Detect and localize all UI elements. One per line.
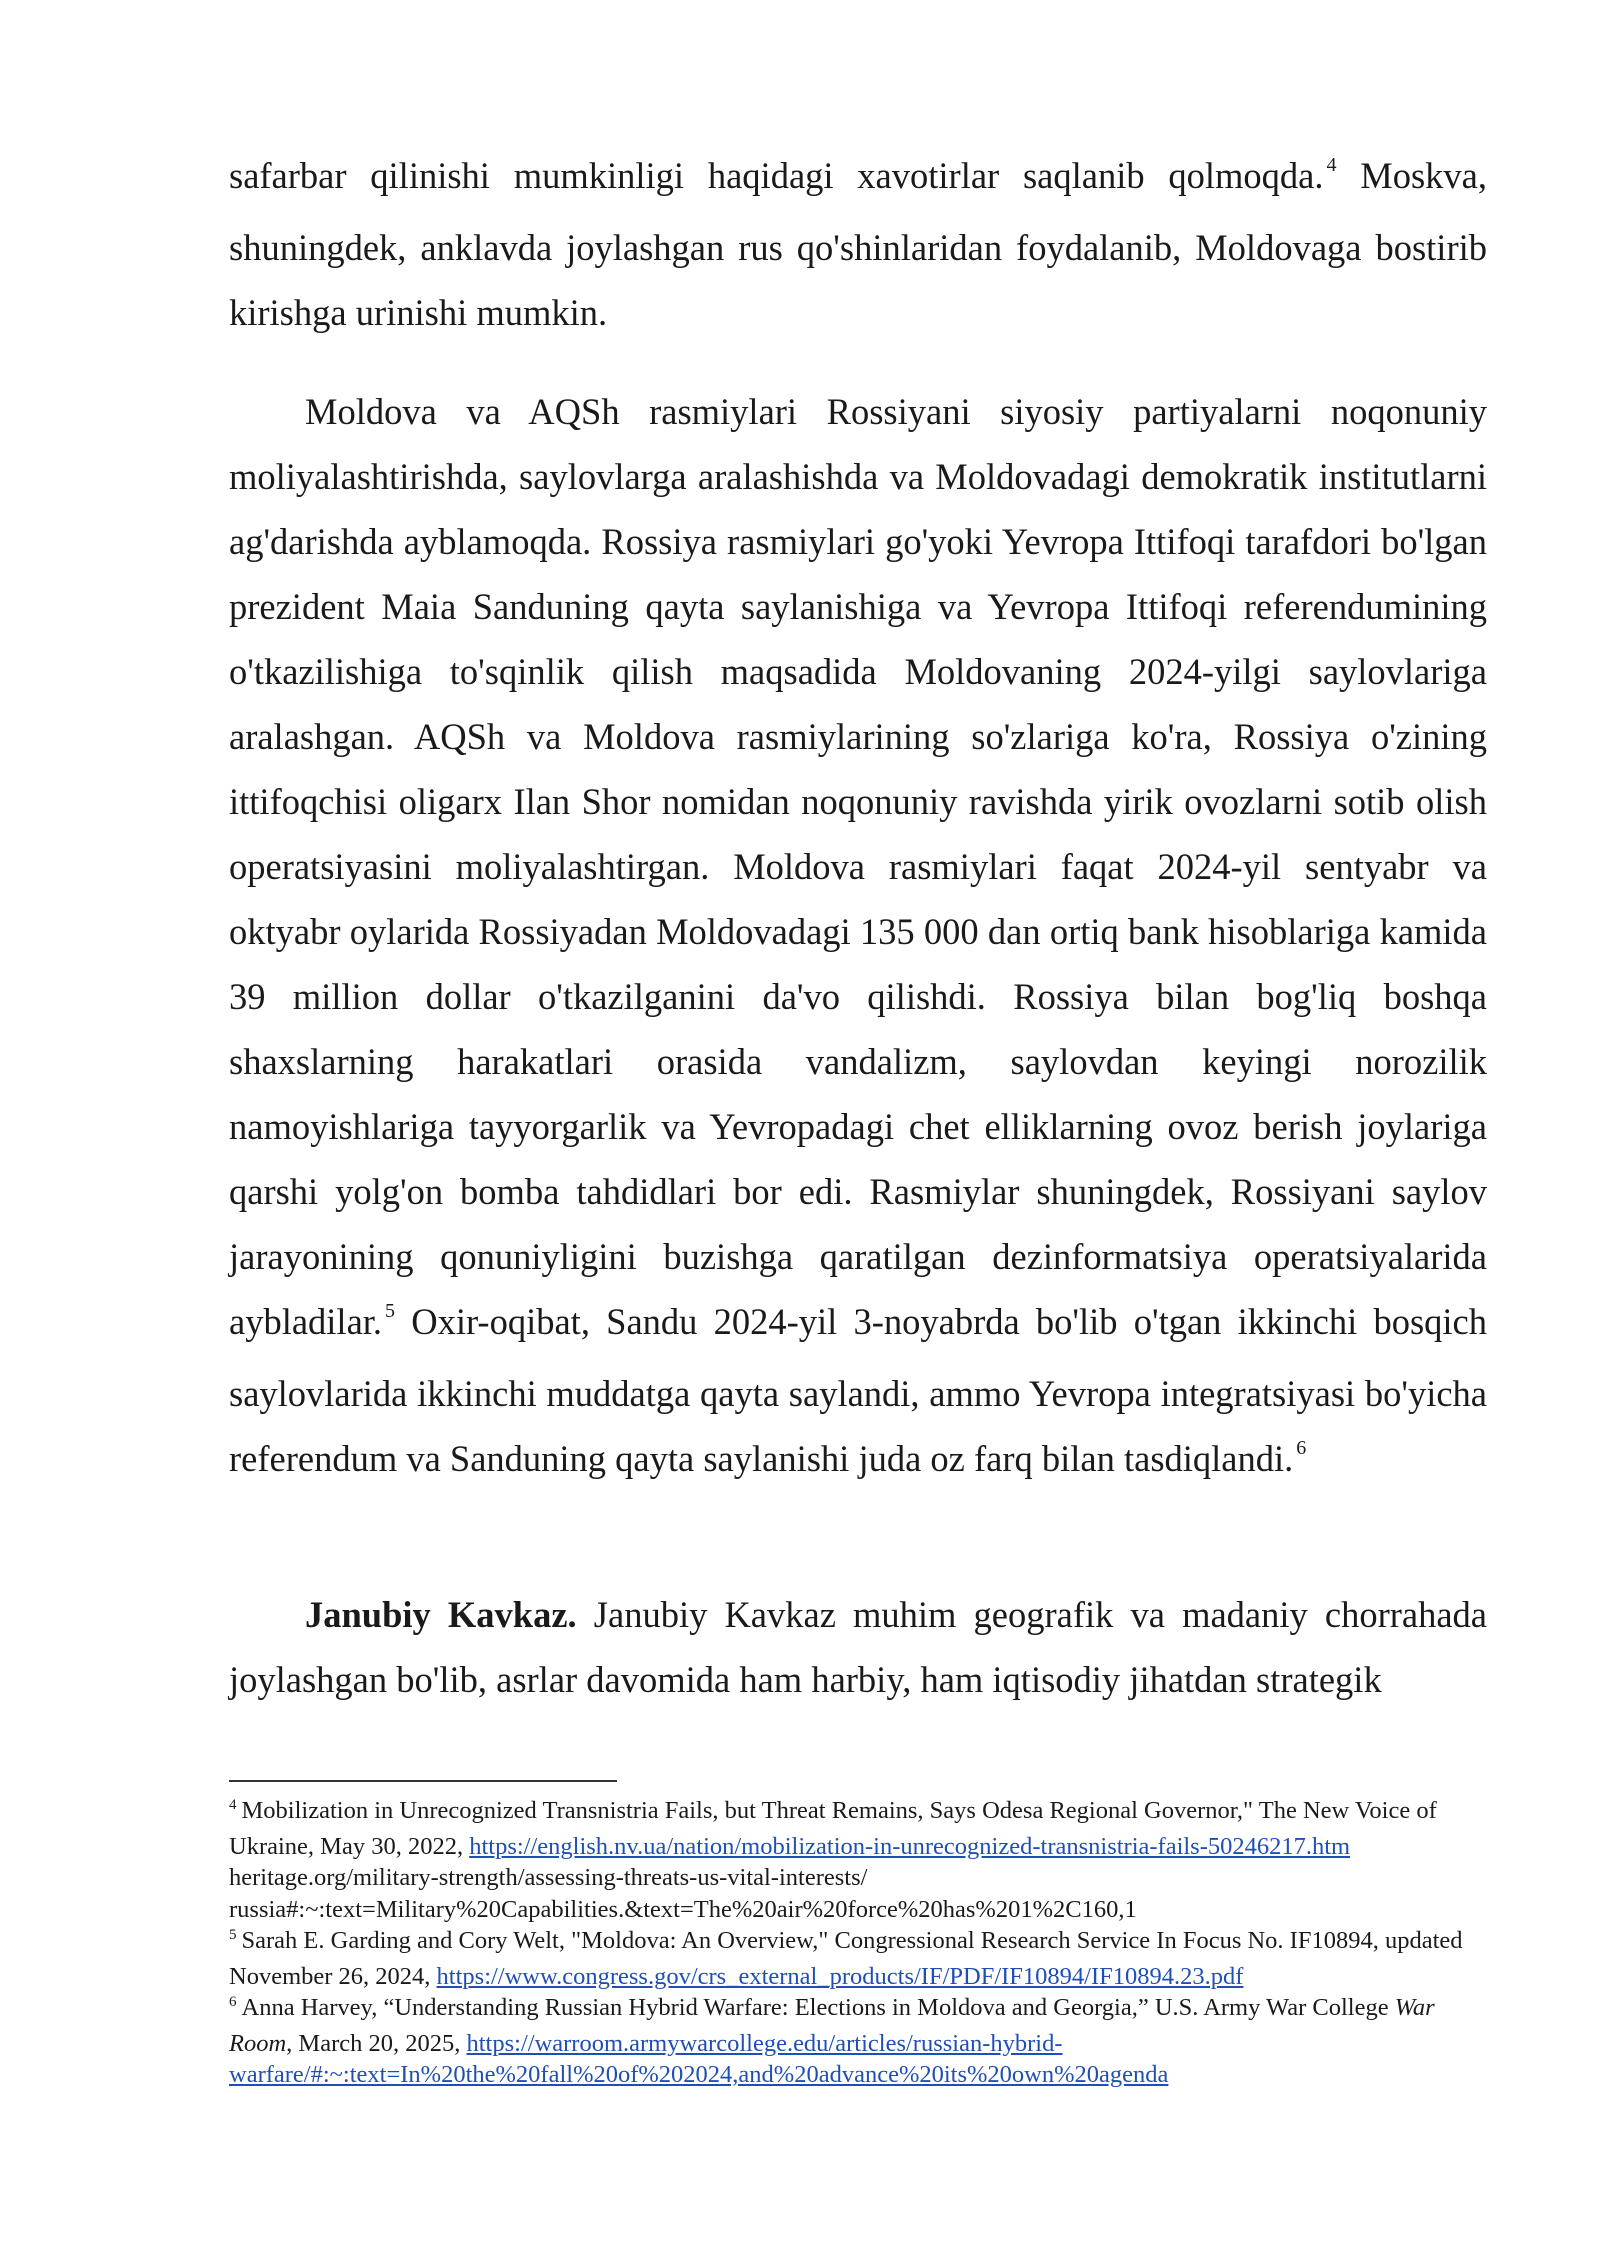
- body-paragraph-1: [229, 143, 1487, 345]
- body-paragraph-2: [229, 379, 1487, 1498]
- footnote-link[interactable]: https://www.congress.gov/crs_external_products/IF/PDF/IF10894/IF10894.23.pdf: [436, 1962, 1244, 1990]
- paragraph-text: Oxir-oqibat, Sandu 2024-yil 3-noyabrda bo'lib o'tgan ikkinchi bosqich saylovlarida ikkinchi muddatga qayta saylandi, ammo Yevropa integratsiyasi bo'yicha referendum va Sanduning qayta saylanishi juda oz farq bilan tasdiqlandi.: [229, 1301, 1487, 1479]
- footnote-separator: [229, 1780, 617, 1782]
- footnote-4: [229, 1795, 1487, 1925]
- footnote-link[interactable]: https://english.nv.ua/nation/mobilization-in-unrecognized-transnistria-fails-50246217.htm: [469, 1832, 1351, 1860]
- body-paragraph-3: [229, 1582, 1487, 1712]
- footnotes: [229, 1795, 1487, 2091]
- footnote-link[interactable]: https://warroom.armywarcollege.edu/articles/russian-hybrid-warfare/#:~:text=In%20the%20fall%20of%202024,and%20advance%20its%20own%20agenda: [229, 2029, 1169, 2088]
- footnote-reference-6[interactable]: 6: [1296, 1437, 1307, 1459]
- footnote-text: Sarah E. Garding and Cory Welt, "Moldova: An Overview," Congressional Research Service In Focus No. IF10894, updated November 26, 2024,: [229, 1927, 1463, 1990]
- footnote-number: 4: [229, 1797, 237, 1813]
- footnote-5: [229, 1925, 1487, 1992]
- footnote-reference-4[interactable]: 4: [1326, 154, 1337, 176]
- footnote-reference-5[interactable]: 5: [385, 1300, 396, 1322]
- footnote-number: 5: [229, 1927, 237, 1943]
- footnote-text: Anna Harvey, “Understanding Russian Hybrid Warfare: Elections in Moldova and Georgia,” U.S. Army War College: [241, 1994, 1395, 2021]
- paragraph-text: safarbar qilinishi mumkinligi haqidagi xavotirlar saqlanib qolmoqda.: [229, 155, 1324, 196]
- footnote-number: 6: [229, 1994, 237, 2010]
- paragraph-text: Moldova va AQSh rasmiylari Rossiyani siyosiy partiyalarni noqonuniy moliyalashtirishda, saylovlarga aralashishda va Moldovadagi demokratik institutlarni ag'darishda ayblamoqda. Rossiya rasmiylari go'yoki Yevropa Ittifoqi tarafdori bo'lgan prezident Maia Sanduning qayta saylanishiga va Yevropa Ittifoqi referendumining o'tkazilishiga to'sqinlik qilish maqsadida Moldovaning 2024-yilgi saylovlariga aralashgan. AQSh va Moldova rasmiylarining so'zlariga ko'ra, Rossiya o'zining ittifoqchisi oligarx Ilan Shor nomidan noqonuniy ravishda yirik ovozlarni sotib olish operatsiyasini moliyalashtirgan. Moldova rasmiylari faqat 2024-yil sentyabr va oktyabr oylarida Rossiyadan Moldovadagi 135 000 dan ortiq bank hisoblariga kamida 39 million dollar o'tkazilganini da'vo qilishdi. Rossiya bilan bog'liq boshqa shaxslarning harakatlari orasida vandalizm, saylovdan keyingi norozilik namoyishlariga tayyorgarlik va Yevropadagi chet elliklarning ovoz berish joylariga qarshi yolg'on bomba tahdidlari bor edi. Rasmiylar shuningdek, Rossiyani saylov jarayonining qonuniyligini buzishga qaratilgan dezinformatsiya operatsiyalarida aybladilar.: [229, 391, 1487, 1342]
- paragraph-text: Moskva, shuningdek, anklavda joylashgan rus qo'shinlaridan foydalanib, Moldovaga bostirib kirishga urinishi mumkin.: [229, 155, 1487, 333]
- footnote-text: Mobilization in Unrecognized Transnistria Fails, but Threat Remains, Says Odesa Regional Governor," The New Voice of Ukraine, May 30, 2022,: [229, 1797, 1437, 1860]
- footnote-text: heritage.org/military-strength/assessing-threats-us-vital-interests/ russia#:~:text=Military%20Capabilities.&text=The%20air%20force%20has%201%2C160,1: [229, 1864, 1137, 1923]
- section-heading: Janubiy Kavkaz.: [305, 1594, 577, 1635]
- footnote-text: , March 20, 2025,: [286, 2029, 467, 2057]
- footnote-italic-title: War Room: [229, 1994, 1435, 2057]
- footnote-6: [229, 1992, 1487, 2091]
- paragraph-text: Janubiy Kavkaz muhim geografik va madaniy chorrahada joylashgan bo'lib, asrlar davomida ham harbiy, ham iqtisodiy jihatdan strategik: [229, 1594, 1487, 1700]
